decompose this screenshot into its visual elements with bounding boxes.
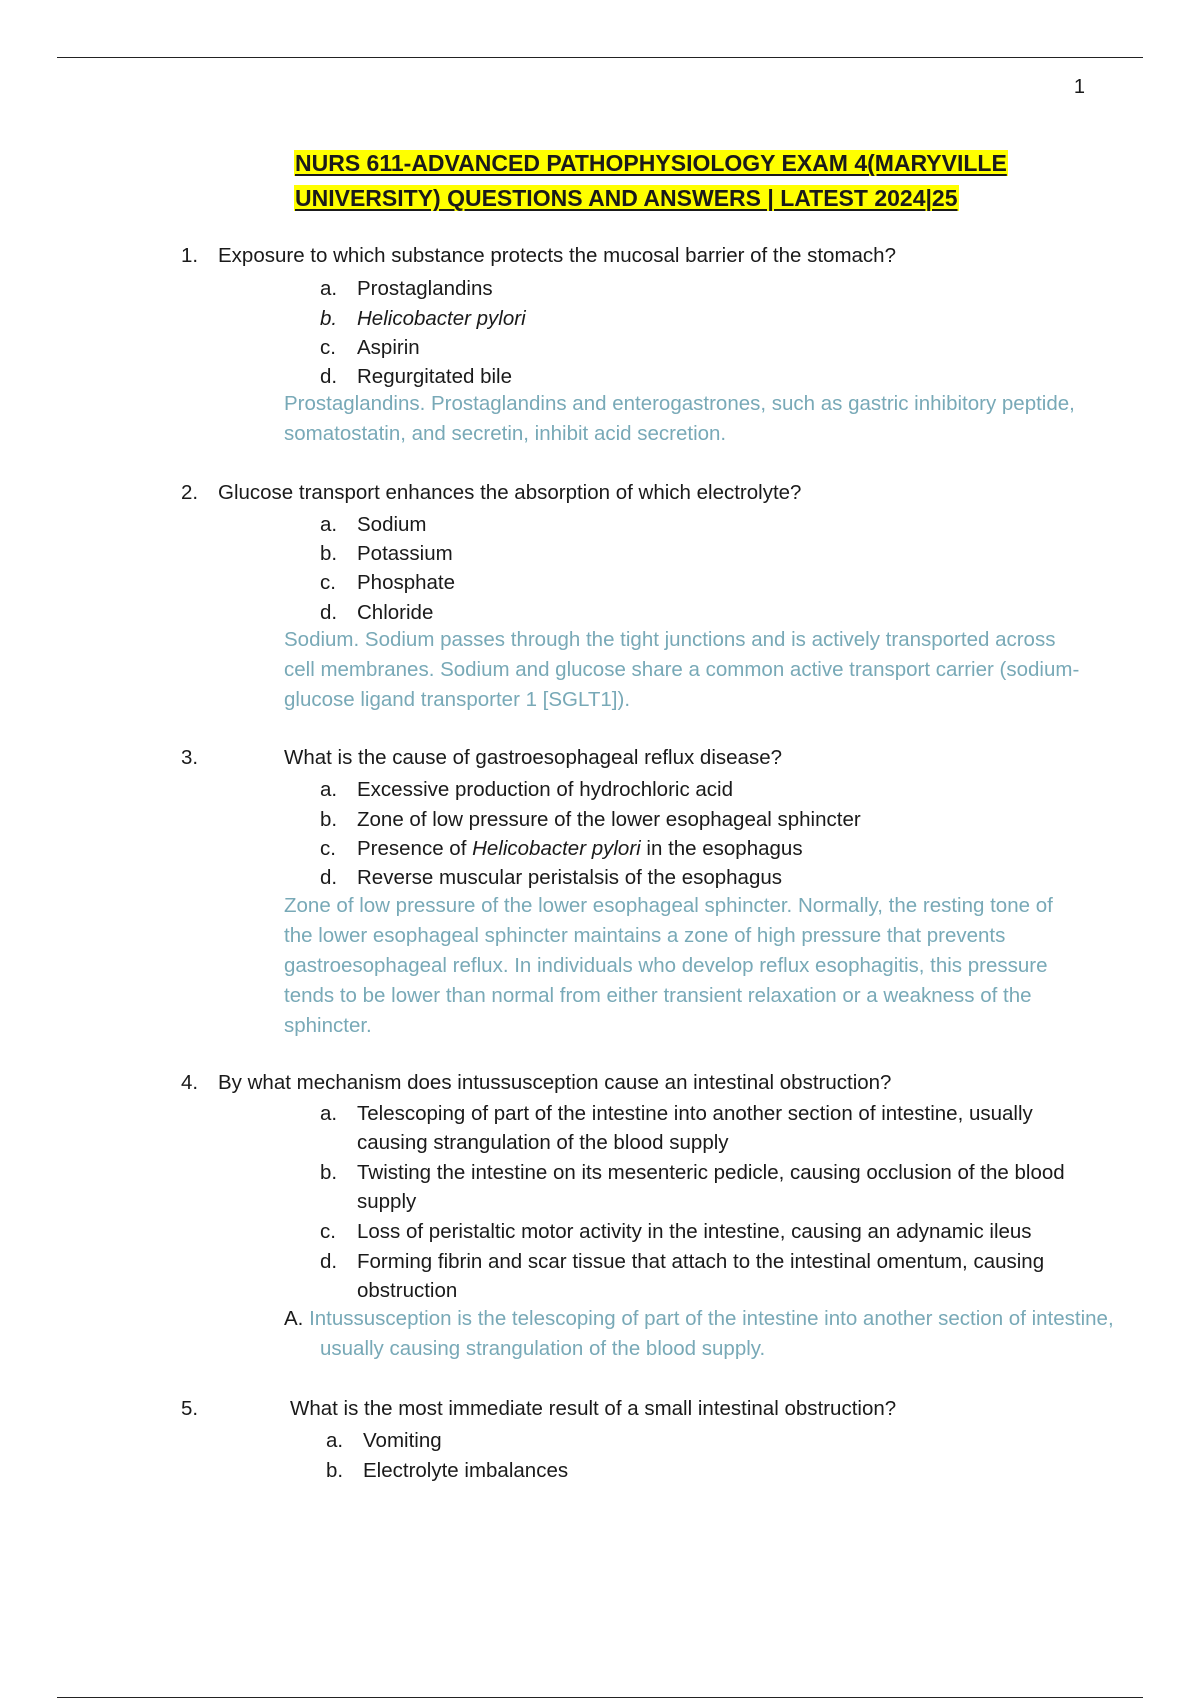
title-line-2: UNIVERSITY) QUESTIONS AND ANSWERS | LATEST 2024|25 bbox=[295, 185, 958, 211]
option-text: Reverse muscular peristalsis of the esophagus bbox=[357, 866, 783, 889]
option-text: Aspirin bbox=[357, 336, 420, 359]
option-letter: d. bbox=[320, 866, 338, 889]
answer-text: Intussusception is the telescoping of part of the intestine into another section of intestine, usually causing strangulation of the blood supply. bbox=[309, 1307, 1114, 1360]
question-text: Exposure to which substance protects the mucosal barrier of the stomach? bbox=[218, 244, 896, 267]
option-letter: b. bbox=[320, 307, 338, 330]
bottom-rule bbox=[57, 1697, 1143, 1698]
option-letter: b. bbox=[326, 1459, 344, 1482]
option-text: Chloride bbox=[357, 601, 434, 624]
question-text: What is the most immediate result of a small intestinal obstruction? bbox=[290, 1397, 897, 1420]
option-text: Telescoping of part of the intestine into another section of intestine, usually causing strangulation of the blood supply bbox=[357, 1102, 1033, 1154]
option-letter: c. bbox=[320, 1220, 336, 1243]
answer-explanation: Prostaglandins. Prostaglandins and enterogastrones, such as gastric inhibitory peptide, somatostatin, and secretin, inhibit acid secretion. bbox=[284, 392, 1075, 445]
answer-explanation: Zone of low pressure of the lower esophageal sphincter. Normally, the resting tone of the lower esophageal sphincter maintains a zone of high pressure that prevents gastroesophageal reflux. In individuals who develop reflux esophagitis, this pressure tends to be lower than normal from either transient relaxation or a weakness of the sphincter. bbox=[284, 894, 1053, 1037]
option-letter: b. bbox=[320, 1161, 338, 1184]
title-line-1: NURS 611-ADVANCED PATHOPHYSIOLOGY EXAM 4(MARYVILLE bbox=[295, 150, 1007, 176]
option-text-pre: Presence of bbox=[357, 837, 473, 860]
document-title bbox=[294, 146, 1094, 216]
option-text: Prostaglandins bbox=[357, 277, 493, 300]
top-rule bbox=[57, 57, 1143, 58]
option-text: Phosphate bbox=[357, 571, 456, 594]
question-number: 2. bbox=[181, 481, 199, 504]
answer-explanation: Sodium. Sodium passes through the tight junctions and is actively transported across cell membranes. Sodium and glucose share a common active transport carrier (sodium-glucose ligand transporter 1 [SGLT1]). bbox=[284, 628, 1080, 711]
option-letter: b. bbox=[320, 542, 338, 565]
option-letter: c. bbox=[320, 336, 336, 359]
question-number: 1. bbox=[181, 244, 199, 267]
question-text: What is the cause of gastroesophageal reflux disease? bbox=[284, 746, 782, 769]
option-text-post: in the esophagus bbox=[640, 837, 803, 860]
option-letter: a. bbox=[320, 1102, 338, 1125]
option-text: Forming fibrin and scar tissue that attach to the intestinal omentum, causing obstruction bbox=[357, 1250, 1045, 1302]
question-number: 3. bbox=[181, 746, 199, 769]
option-letter: d. bbox=[320, 1250, 338, 1273]
question-number: 5. bbox=[181, 1397, 199, 1420]
option-text: Electrolyte imbalances bbox=[363, 1459, 569, 1482]
option-letter: a. bbox=[320, 513, 338, 536]
question-text: Glucose transport enhances the absorption of which electrolyte? bbox=[218, 481, 802, 504]
answer-explanation bbox=[284, 1304, 1120, 1364]
option-letter: b. bbox=[320, 808, 338, 831]
option-text: Zone of low pressure of the lower esophageal sphincter bbox=[357, 808, 861, 831]
option-letter: d. bbox=[320, 365, 338, 388]
answer-lead: A. bbox=[284, 1307, 310, 1330]
page-number: 1 bbox=[1073, 76, 1085, 98]
option-text: Vomiting bbox=[363, 1429, 442, 1452]
option-text: Excessive production of hydrochloric acid bbox=[357, 778, 734, 801]
option-text: Twisting the intestine on its mesenteric pedicle, causing occlusion of the blood supply bbox=[357, 1161, 1065, 1213]
option-letter: a. bbox=[326, 1429, 344, 1452]
option-text: Sodium bbox=[357, 513, 427, 536]
option-letter: a. bbox=[320, 778, 338, 801]
option-text: Potassium bbox=[357, 542, 453, 565]
option-text bbox=[357, 834, 803, 863]
question-text: By what mechanism does intussusception cause an intestinal obstruction? bbox=[218, 1071, 892, 1094]
question-number: 4. bbox=[181, 1071, 199, 1094]
option-text: Regurgitated bile bbox=[357, 365, 512, 388]
option-text: Loss of peristaltic motor activity in the intestine, causing an adynamic ileus bbox=[357, 1220, 1032, 1243]
option-text: Helicobacter pylori bbox=[357, 307, 526, 330]
option-letter: c. bbox=[320, 837, 336, 860]
option-letter: c. bbox=[320, 571, 336, 594]
option-text-italic: Helicobacter pylori bbox=[472, 837, 641, 860]
option-letter: d. bbox=[320, 601, 338, 624]
option-letter: a. bbox=[320, 277, 338, 300]
